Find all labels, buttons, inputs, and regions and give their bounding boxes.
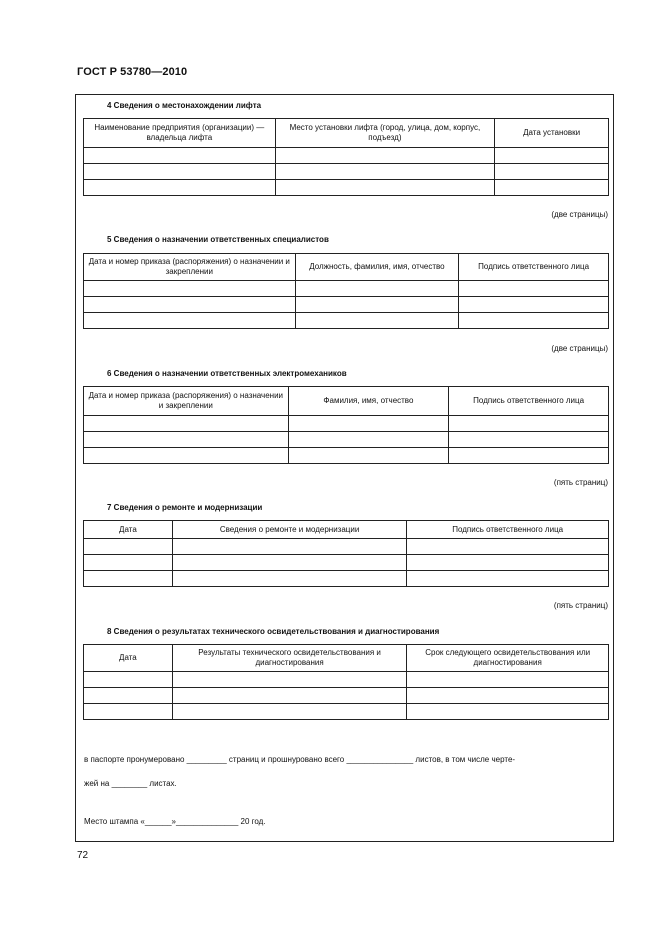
- specialists-table: [83, 253, 609, 329]
- column-header: Дата: [84, 645, 173, 672]
- pages-note: (две страницы): [551, 210, 608, 219]
- section-8-title: 8 Сведения о результатах технического освидетельствования и диагностирования: [107, 627, 440, 636]
- table-row: [84, 539, 609, 555]
- table-row: [84, 416, 609, 432]
- page-count-statement: в паспорте пронумеровано _________ страниц и прошнуровано всего _______________ листов, в том числе черте-: [84, 755, 516, 764]
- table-row: [84, 313, 609, 329]
- inspection-table: [83, 644, 609, 720]
- table-row: [84, 448, 609, 464]
- column-header: Срок следующего освидетельствования или диагностирования: [407, 645, 609, 672]
- pages-note: (две страницы): [551, 344, 608, 353]
- table-row: [84, 704, 609, 720]
- column-header: Дата установки: [495, 119, 609, 148]
- form-frame: [75, 94, 614, 842]
- column-header: Дата: [84, 521, 173, 539]
- table-row: [84, 555, 609, 571]
- document-header: ГОСТ Р 53780—2010: [77, 66, 188, 78]
- column-header: Подпись ответственного лица: [459, 254, 609, 281]
- column-header: Сведения о ремонте и модернизации: [172, 521, 407, 539]
- stamp-place-line: Место штампа «______»______________ 20 год.: [84, 817, 266, 826]
- column-header: Подпись ответственного лица: [407, 521, 609, 539]
- table-row: [84, 148, 609, 164]
- column-header: Должность, фамилия, имя, отчество: [295, 254, 459, 281]
- column-header: Дата и номер приказа (распоряжения) о назначении и закреплении: [84, 387, 289, 416]
- location-table: [83, 118, 609, 196]
- section-4-title: 4 Сведения о местонахождении лифта: [107, 101, 262, 110]
- drawings-count-statement: жей на ________ листах.: [84, 779, 177, 788]
- column-header: Дата и номер приказа (распоряжения) о назначении и закреплении: [84, 254, 296, 281]
- table-row: [84, 432, 609, 448]
- pages-note: (пять страниц): [553, 601, 608, 610]
- section-6-title: 6 Сведения о назначении ответственных электромехаников: [107, 369, 347, 378]
- column-header: Наименование предприятия (организации) — владельца лифта: [84, 119, 276, 148]
- table-row: [84, 180, 609, 196]
- electromechanics-table: [83, 386, 609, 464]
- table-row: [84, 164, 609, 180]
- page-number: 72: [77, 850, 89, 861]
- table-row: [84, 281, 609, 297]
- table-row: [84, 571, 609, 587]
- column-header: Подпись ответственного лица: [449, 387, 609, 416]
- column-header: Место установки лифта (город, улица, дом, корпус, подъезд): [275, 119, 495, 148]
- table-row: [84, 672, 609, 688]
- column-header: Результаты технического освидетельствования и диагностирования: [172, 645, 407, 672]
- pages-note: (пять страниц): [553, 478, 608, 487]
- table-row: [84, 688, 609, 704]
- section-5-title: 5 Сведения о назначении ответственных специалистов: [107, 235, 329, 244]
- column-header: Фамилия, имя, отчество: [288, 387, 449, 416]
- repair-table: [83, 520, 609, 587]
- section-7-title: 7 Сведения о ремонте и модернизации: [107, 503, 263, 512]
- table-row: [84, 297, 609, 313]
